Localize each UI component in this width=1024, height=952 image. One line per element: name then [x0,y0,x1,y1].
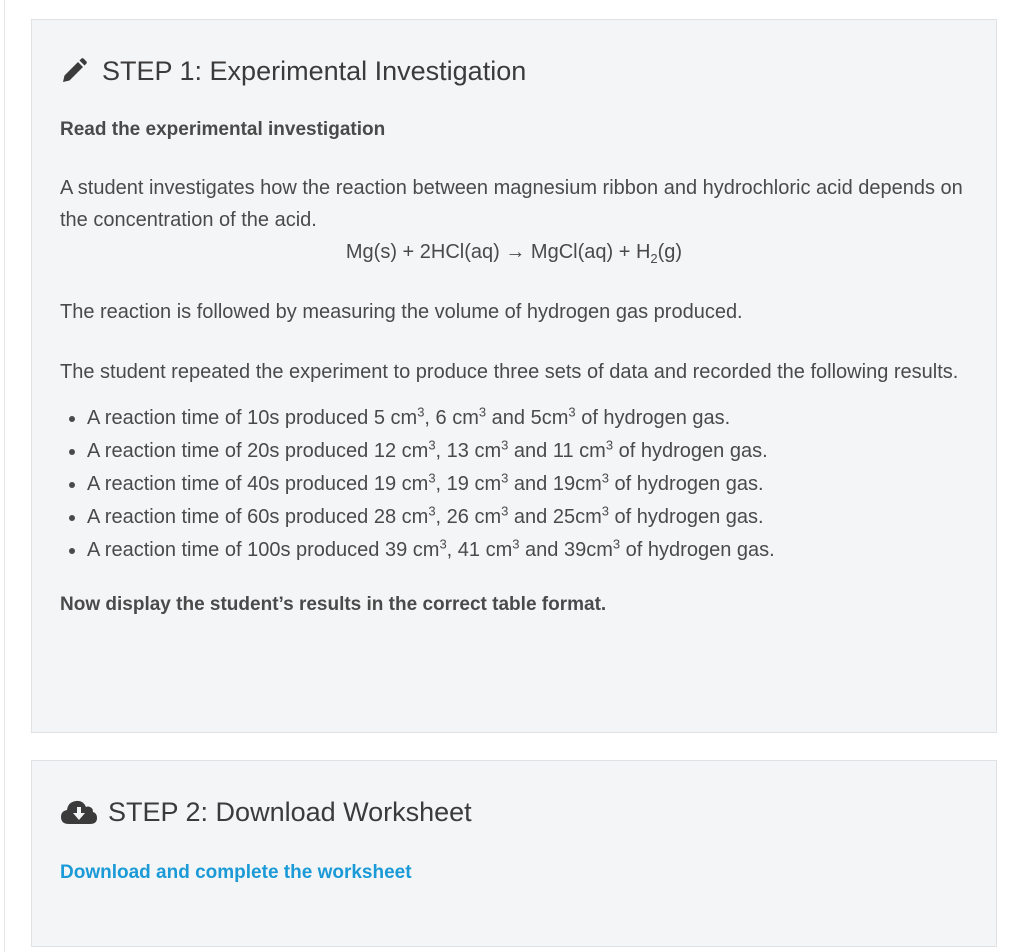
download-worksheet-link[interactable]: Download and complete the worksheet [60,862,412,883]
list-item: • A reaction time of 10s produced 5 $cm^3$, 6 $cm^3$ and $5cm^3$ of hydrogen gas. [87,402,968,435]
page-left-border [4,0,5,952]
step1-title: STEP 1: Experimental Investigation [102,55,527,86]
chemical-equation [60,236,968,268]
intro-paragraph: A student investigates how the reaction between magnesium ribbon and hydrochloric acid depends on the concentration of the acid. [60,177,963,231]
repeat-paragraph: The student repeated the experiment to produce three sets of data and recorded the following results. [60,361,959,383]
pencil-icon [60,56,94,86]
equation-subscript: 2 [650,251,658,266]
list-item: • A reaction time of 100s produced 39 $cm^3$, 41 $cm^3$ and $39cm^3$ of hydrogen gas. [87,534,968,567]
cloud-download-icon [60,797,100,827]
instruction-text: Now display the student’s results in the correct table format. [60,594,607,615]
list-item: • A reaction time of 60s produced 28 $cm^3$, 26 $cm^3$ and $25cm^3$ of hydrogen gas. [87,501,968,534]
step2-title: STEP 2: Download Worksheet [108,796,472,827]
step2-heading [60,797,968,827]
step2-panel [31,760,997,947]
results-list [60,402,968,567]
step1-subheading: Read the experimental investigation [60,119,386,140]
step1-panel [31,19,997,733]
step1-heading [60,56,968,86]
list-item: • A reaction time of 40s produced 19 $cm^3$, 19 $cm^3$ and $19cm^3$ of hydrogen gas. [87,468,968,501]
equation-before: Mg(s) + 2HCl(aq) → MgCl(aq) + H [345,241,651,263]
equation-after: (g) [657,241,683,263]
follow-paragraph: The reaction is followed by measuring the volume of hydrogen gas produced. [60,301,743,323]
list-item: • A reaction time of 20s produced 12 $cm^3$, 13 $cm^3$ and 11 $cm^3$ of hydrogen gas. [87,435,968,468]
